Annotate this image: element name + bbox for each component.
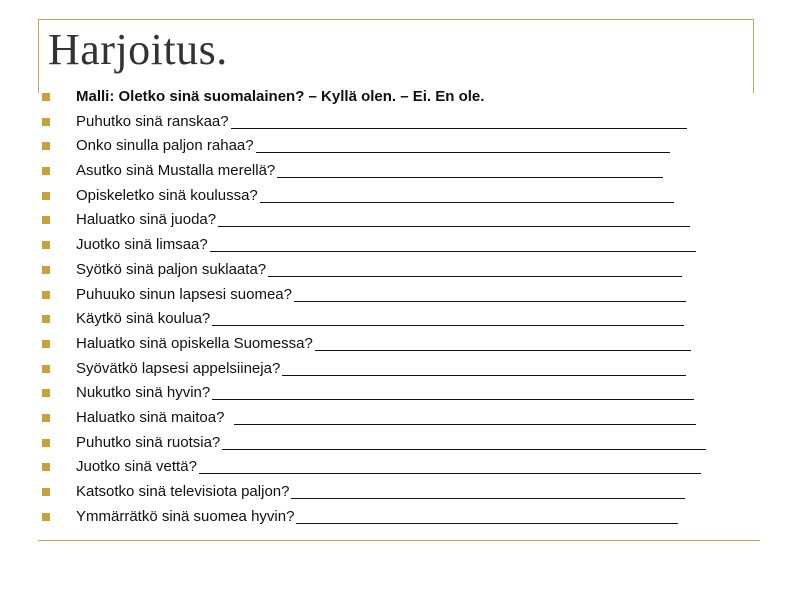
model-example <box>42 85 742 110</box>
bullet-square-icon <box>42 513 50 521</box>
bullet-square-icon <box>42 315 50 323</box>
question-text: Puhutko sinä ruotsia? <box>76 433 221 451</box>
bullet-square-icon <box>42 241 50 249</box>
list-item <box>42 134 742 159</box>
list-item <box>42 159 742 184</box>
list-item <box>42 431 742 456</box>
list-item <box>42 332 742 357</box>
bullet-square-icon <box>42 266 50 274</box>
bullet-square-icon <box>42 142 50 150</box>
question-text: Onko sinulla paljon rahaa? <box>76 137 254 155</box>
list-item <box>42 110 742 135</box>
list-item <box>42 357 742 382</box>
answer-line[interactable] <box>277 177 663 178</box>
answer-line[interactable] <box>231 128 687 129</box>
question-text: Ymmärrätkö sinä suomea hyvin? <box>76 507 295 525</box>
answer-line[interactable] <box>218 226 690 227</box>
question-text: Käytkö sinä koulua? <box>76 310 211 328</box>
answer-line[interactable] <box>212 325 684 326</box>
frame-right-rule <box>753 19 754 93</box>
question-text: Syötkö sinä paljon suklaata? <box>76 260 267 278</box>
question-text: Nukutko sinä hyvin? <box>76 384 211 402</box>
answer-line[interactable] <box>315 350 691 351</box>
list-item <box>42 480 742 505</box>
answer-line[interactable] <box>199 473 701 474</box>
question-text: Haluatko sinä maitoa? <box>76 408 225 426</box>
question-text: Syövätkö lapsesi appelsiineja? <box>76 359 281 377</box>
question-text: Haluatko sinä juoda? <box>76 211 217 229</box>
frame-bottom-rule <box>38 540 760 541</box>
question-text: Katsotko sinä televisiota paljon? <box>76 483 290 500</box>
list-item <box>42 406 742 431</box>
list-item <box>42 381 742 406</box>
answer-line[interactable] <box>282 375 686 376</box>
answer-line[interactable] <box>268 276 682 277</box>
list-item <box>42 184 742 209</box>
bullet-square-icon <box>42 216 50 224</box>
question-text: Juotko sinä limsaa? <box>76 236 208 254</box>
bullet-square-icon <box>42 192 50 200</box>
slide-title: Harjoitus. <box>48 25 228 74</box>
bullet-square-icon <box>42 389 50 397</box>
answer-line[interactable] <box>212 399 694 400</box>
list-item <box>42 208 742 233</box>
bullet-square-icon <box>42 93 50 101</box>
list-item <box>42 258 742 283</box>
bullet-square-icon <box>42 291 50 299</box>
list-item <box>42 233 742 258</box>
bullet-square-icon <box>42 439 50 447</box>
answer-line[interactable] <box>210 251 696 252</box>
bullet-square-icon <box>42 488 50 496</box>
bullet-square-icon <box>42 463 50 471</box>
model-text: Malli: Oletko sinä suomalainen? – Kyllä olen. – Ei. En ole. <box>76 88 485 105</box>
question-text: Puhutko sinä ranskaa? <box>76 112 229 130</box>
list-item <box>42 505 742 530</box>
bullet-square-icon <box>42 118 50 126</box>
bullet-square-icon <box>42 340 50 348</box>
bullet-square-icon <box>42 414 50 422</box>
answer-line[interactable] <box>291 498 685 499</box>
frame-left-rule <box>38 19 39 93</box>
answer-line[interactable] <box>296 523 678 524</box>
question-text: Puhuuko sinun lapsesi suomea? <box>76 285 292 303</box>
answer-line[interactable] <box>222 449 706 450</box>
bullet-square-icon <box>42 365 50 373</box>
list-item <box>42 455 742 480</box>
bullet-square-icon <box>42 167 50 175</box>
question-text: Haluatko sinä opiskella Suomessa? <box>76 334 313 352</box>
answer-line[interactable] <box>256 152 670 153</box>
question-text: Opiskeletko sinä koulussa? <box>76 186 258 204</box>
question-text: Asutko sinä Mustalla merellä? <box>76 162 276 180</box>
list-item <box>42 307 742 332</box>
question-text: Juotko sinä vettä? <box>76 458 197 476</box>
answer-line[interactable] <box>260 202 674 203</box>
answer-line[interactable] <box>294 301 686 302</box>
frame-top-rule <box>38 19 754 20</box>
answer-line[interactable] <box>234 424 696 425</box>
exercise-list <box>42 85 742 529</box>
list-item <box>42 283 742 308</box>
